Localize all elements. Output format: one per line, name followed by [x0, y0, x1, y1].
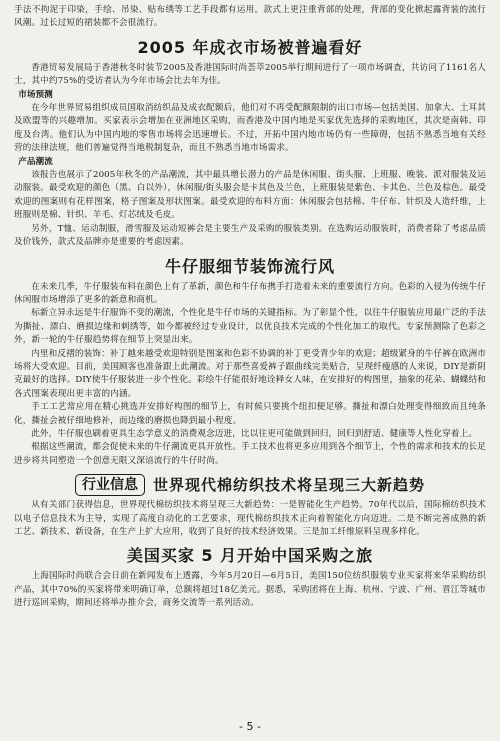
denim-paragraph-3: 内里和反褶的装饰：补丁越来越受欢迎特别是图案和色彩不协调的补丁更受青少年的欢迎；超级紧身的牛仔裤在欧洲市场将大受欢迎。目前，美国顾客也准备跟上此潮流。对于那些喜爱裤子跟曲线完美贴合，呈现纤瘦感的人来说，DIY是新阴克最好的选择。DIY使牛仔服装进一步个性化。彩绘牛仔能很好地诠释女人味，在安排好的构图里，抽象的花朵、蝴蝶结和各式图案表现出更丰富的内涵。 — [14, 348, 486, 399]
section-title-buyers: 美国买家 5 月开始中国采购之旅 — [126, 546, 374, 566]
market-paragraph-3: 该报告也展示了2005年秋冬的产品潮流，其中最具增长潜力的产品是休闲服、街头服、上班服、晚装、派对服装及运动服装。最受欢迎的颜色（黑、白以外），休闲服/街头服会是卡其色及兰色，上班服装是紫色、卡其色、兰色及棕色。最受欢迎的图案则有花样图案，格子图案及形状图案。最受欢迎的布料方面：休闲服会包括棉、牛仔布、针织及人造纤维，上班服则是棉、针织、羊毛、灯芯绒及毛皮。 — [14, 170, 486, 221]
section-title-textile: 世界现代棉纺织技术将呈现三大新趋势 — [152, 476, 425, 495]
page-number: - 5 - — [239, 720, 261, 733]
market-paragraph-4: 另外，T恤、运动制服，滑雪服及运动短裤会是主要生产及采购的服装类别。在选购运动服装时，消费者除了考虑品质及价钱外，款式及品牌亦是重要的考虑因素。 — [14, 223, 486, 248]
denim-paragraph-4: 手工工艺常应用在精心挑选并安排好构图的细节上，有时候只要挑个纽扣便足够。撕扯和漂白处理变得细致而且纯条化，撕扯会被仔细地修补，而边缘的磨损也降到最小程度。 — [14, 402, 486, 426]
buyers-paragraph-1: 上海国际时尚联合会日前在新闻发布上透露，今年5月20日—6月5日，美国150位纺织服装专业买家将来华采购纺织产品，其中70%的买家将带来明确订单，总额将超过18亿美元。据悉，采购团将在上海、杭州、宁波、广州、晋江等城市进行巡回采购，期间还将举办推介会，商务交流等一系列活动。 — [14, 571, 486, 609]
denim-paragraph-1: 在未来几季，牛仔服装布料在颜色上有了革新，颜色和牛仔布携手打造着未来的重要流行方向。色彩的入侵为传统牛仔休闲服市场增添了更多的新意和商机。 — [14, 281, 486, 305]
market-paragraph-2: 在今年世界贸易组织成员国取消纺织品及成衣配额后，他们对不再受配额限制的出口市场—包括美国、加拿大、土耳其及欧盟等的兴趣增加。买家表示会增加在亚洲地区采购，而香港及中国内地是买家优先选择的采购地区，其次是南韩、印度及台湾。他们认为中国内地的零售市场将会迅速增长。不过，开拓中国内地市场仍有一些障碍，包括不熟悉当地有关经营的法律法规，他们普遍觉得当地税制复杂，而且不熟悉当地市场需求。 — [14, 103, 486, 154]
denim-paragraph-5: 此外，牛仔服也刷着更具生态学意义的消费观念迈进，比以往更可能做到回归，回归到舒适、健康等人性化穿着上。 — [31, 428, 478, 439]
subheading-forecast: 市场预测 — [18, 89, 53, 100]
section-title-market: 2005 年成衣市场被普遍看好 — [137, 37, 363, 57]
section-title-denim: 牛仔服细节装饰流行风 — [164, 256, 335, 276]
subheading-trends: 产品潮流 — [18, 156, 53, 167]
intro-paragraph: 手法不拘泥于印染，手绘、吊染、贴布绣等工艺手段都有运用。款式上更注重背部的处理，背部的变化掀起露背装的流行风潮。过长过短的裙装都不会很流行。 — [14, 5, 486, 29]
textile-paragraph-1: 从有关部门获得信息，世界现代棉纺织技术将呈现三大新趋势：一是智能化生产趋势。70年代以后，国际棉纺织技术以电子信息技术为主导，实现了高度自动化的工艺要求，现代棉纺织技术正向着智能化方向迈进。二是不断完善成熟的新工艺、新技术、新设备，在生产上扩大应用，收到了良好的技术经济效果。三是加工纤维原料呈现多样化。 — [14, 500, 486, 537]
denim-paragraph-6: 根据这些潮流，都会促使未来的牛仔潮流更具开放性。手工技术也将更多应用到各个细节上，个性的需求和技术的长足进步将共同塑造一个创意无限又深谙流行的牛仔时尚。 — [14, 442, 486, 466]
denim-paragraph-2: 标新立异永远是牛仔服饰不变的潮流，个性化是牛仔市场的关键指标。为了彰显个性，以往牛仔服装应用最广泛的手法为撕扯、漂白、磨损边缘和刺绣等，如今都被经过专业设计，以优良技术完成的个性化加工的取代。专家预测除了色彩之外，新一轮的牛仔服趋势将在细节上突显出来。 — [14, 308, 486, 346]
section-header-textile — [14, 474, 486, 496]
market-paragraph-1: 香港贸易发展局于香港秋冬时装节2005及香港国际时尚荟萃2005举行期间进行了一项市场调查，共访问了1161名人士，其中约75%的受访者认为今年市场会比去年为佳。 — [14, 62, 486, 87]
industry-info-badge: 行业信息 — [75, 474, 145, 496]
